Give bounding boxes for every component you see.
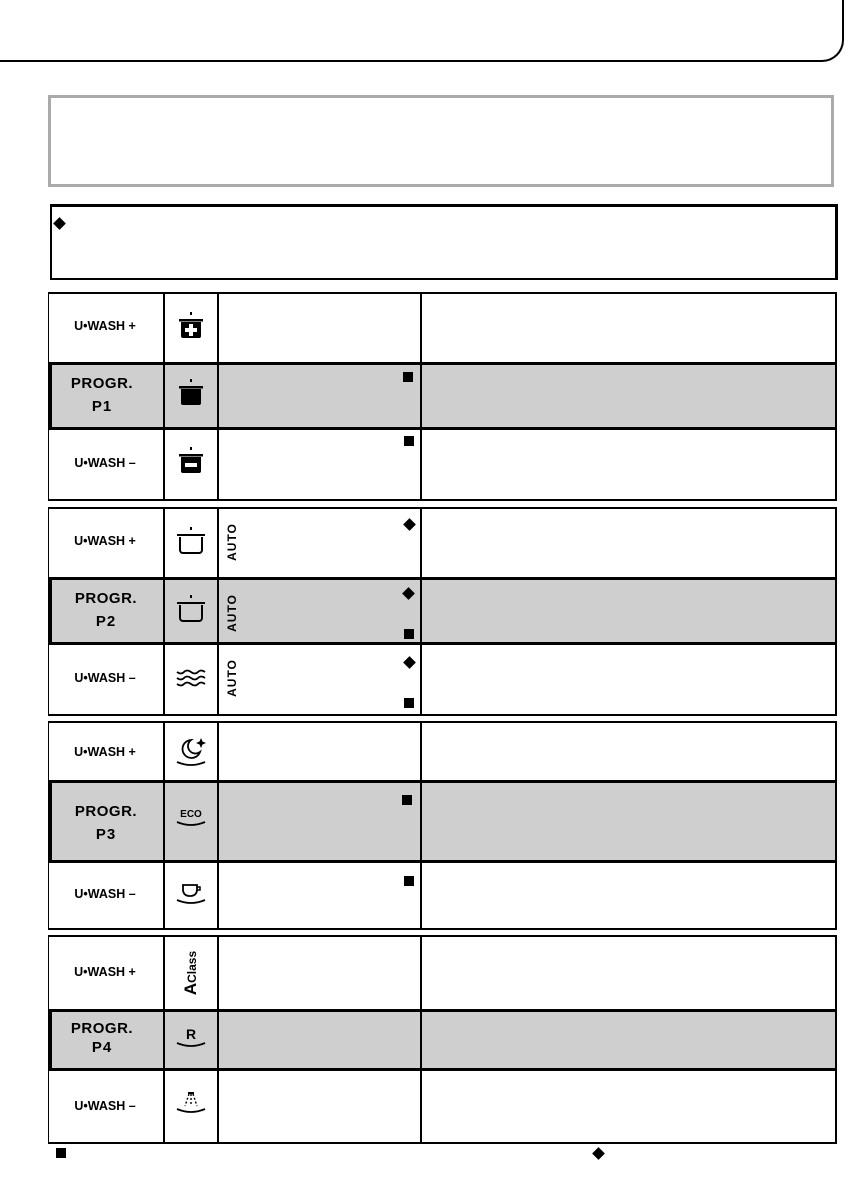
uwash-plus-label: U•WASH + xyxy=(74,965,136,979)
table-row-highlighted xyxy=(49,577,835,645)
svg-text:R: R xyxy=(185,1026,197,1042)
uwash-minus-label: U•WASH – xyxy=(74,456,136,470)
table-row-highlighted xyxy=(49,362,835,430)
pot-minus-icon xyxy=(167,445,215,485)
table-row xyxy=(49,863,835,928)
pot-filled-icon xyxy=(167,377,215,417)
column-divider xyxy=(163,294,165,499)
square-marker xyxy=(404,629,414,639)
table-row xyxy=(49,937,835,1009)
table-row xyxy=(49,294,835,362)
column-divider xyxy=(163,723,165,928)
uwash-plus-label: U•WASH + xyxy=(74,745,136,759)
uwash-plus-label: U•WASH + xyxy=(74,319,136,333)
legend-diamond-marker xyxy=(592,1147,605,1160)
column-divider xyxy=(217,723,219,928)
diamond-marker xyxy=(402,587,415,600)
square-marker xyxy=(404,436,414,446)
note-box xyxy=(50,204,838,280)
wavy-lines-icon xyxy=(167,660,215,700)
column-divider xyxy=(217,294,219,499)
header-box xyxy=(48,95,834,187)
table-row xyxy=(49,1071,835,1142)
program-p4-label: PROGR. P4 xyxy=(70,1020,134,1056)
program-p3-label: PROGR. P3 xyxy=(74,803,138,843)
square-marker xyxy=(404,698,414,708)
auto-label: AUTO xyxy=(225,594,239,632)
square-marker xyxy=(404,876,414,886)
column-divider xyxy=(163,937,165,1142)
program-p2-label: PROGR. P2 xyxy=(74,590,138,630)
eco-icon xyxy=(167,805,215,845)
table-row xyxy=(49,723,835,780)
cup-icon xyxy=(167,877,215,917)
column-divider xyxy=(217,509,219,714)
program-p1-label: PROGR. P1 xyxy=(70,375,134,415)
program-group-1 xyxy=(48,292,837,501)
program-group-3 xyxy=(48,721,837,930)
table-row xyxy=(49,509,835,577)
moon-star-icon xyxy=(167,732,215,772)
program-group-2 xyxy=(48,507,837,716)
auto-label: AUTO xyxy=(225,523,239,561)
pot-outline-icon xyxy=(167,525,215,565)
column-divider xyxy=(420,937,422,1142)
uwash-plus-label: U•WASH + xyxy=(74,534,136,548)
diamond-marker xyxy=(403,518,416,531)
column-divider xyxy=(420,294,422,499)
diamond-marker xyxy=(403,656,416,669)
column-divider xyxy=(420,723,422,928)
table-row-highlighted xyxy=(49,780,835,863)
uwash-minus-label: U•WASH – xyxy=(74,1099,136,1113)
table-row xyxy=(49,645,835,714)
table-row xyxy=(49,430,835,499)
a-class-icon: AClass xyxy=(181,950,200,996)
spray-icon xyxy=(167,1088,215,1128)
svg-text:ECO: ECO xyxy=(180,809,202,820)
square-marker xyxy=(403,372,413,382)
table-row-highlighted xyxy=(49,1009,835,1071)
diamond-marker xyxy=(53,217,66,230)
pot-outline-icon xyxy=(167,593,215,633)
column-divider xyxy=(163,509,165,714)
auto-label: AUTO xyxy=(225,659,239,697)
column-divider xyxy=(217,937,219,1142)
uwash-minus-label: U•WASH – xyxy=(74,887,136,901)
program-group-4 xyxy=(48,935,837,1144)
pot-plus-icon xyxy=(167,310,215,350)
square-marker xyxy=(402,795,412,805)
column-divider xyxy=(420,509,422,714)
rinse-r-icon xyxy=(167,1024,215,1064)
uwash-minus-label: U•WASH – xyxy=(74,671,136,685)
legend-square-marker xyxy=(56,1148,66,1158)
page-corner-line xyxy=(0,0,844,62)
